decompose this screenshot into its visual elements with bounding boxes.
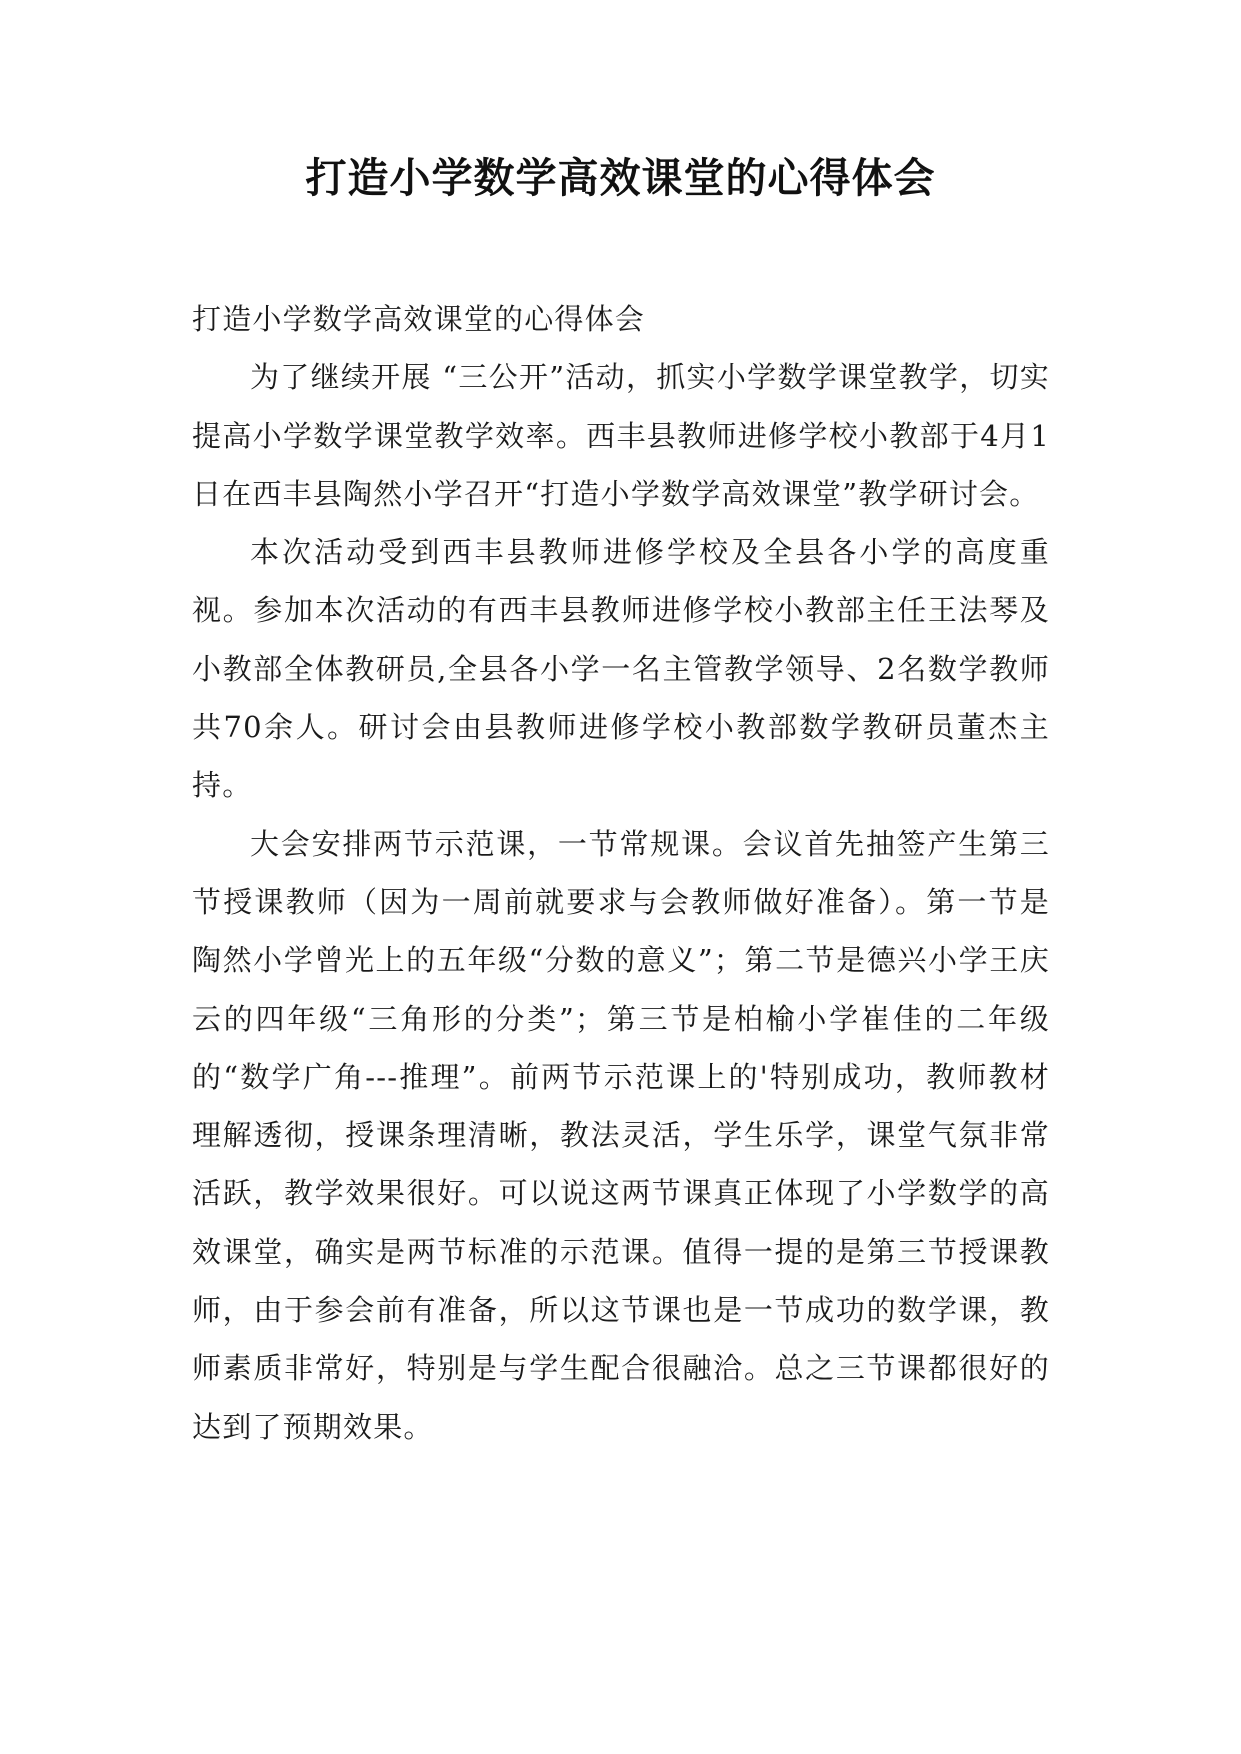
- document-body: [192, 290, 1050, 1456]
- paragraph-2: 本次活动受到西丰县教师进修学校及全县各小学的高度重视。参加本次活动的有西丰县教师进修学校小教部主任王法琴及小教部全体教研员,全县各小学一名主管教学领导、2名数学教师共70余人。研讨会由县教师进修学校小教部数学教研员董杰主持。: [192, 535, 1050, 803]
- document-title: 打造小学数学高效课堂的心得体会: [305, 154, 936, 202]
- document-subtitle: 打造小学数学高效课堂的心得体会: [192, 302, 646, 336]
- paragraph-1: 为了继续开展 “三公开”活动，抓实小学数学课堂教学，切实提高小学数学课堂教学效率。西丰县教师进修学校小教部于4月1日在西丰县陶然小学召开“打造小学数学高效课堂”教学研讨会。: [192, 360, 1050, 511]
- paragraph-3: 大会安排两节示范课，一节常规课。会议首先抽签产生第三节授课教师（因为一周前就要求与会教师做好准备）。第一节是陶然小学曾光上的五年级“分数的意义”；第二节是德兴小学王庆云的四年级“三角形的分类”；第三节是柏榆小学崔佳的二年级的“数学广角---推理”。前两节示范课上的'特别成功，教师教材理解透彻，授课条理清晰，教法灵活，学生乐学，课堂气氛非常活跃，教学效果很好。可以说这两节课真正体现了小学数学的高效课堂，确实是两节标准的示范课。值得一提的是第三节授课教师，由于参会前有准备，所以这节课也是一节成功的数学课，教师素质非常好，特别是与学生配合很融洽。总之三节课都很好的达到了预期效果。: [192, 826, 1050, 1444]
